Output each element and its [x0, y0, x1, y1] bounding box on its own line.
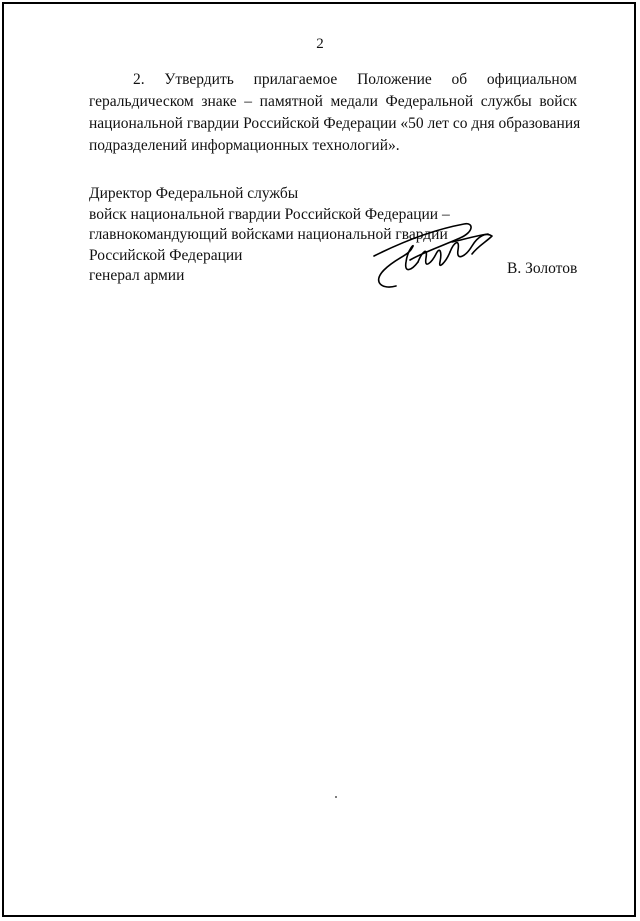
signer-name: В. Золотов [507, 260, 578, 277]
paragraph-line-4: подразделений информационных технологий». [89, 137, 400, 154]
page-number: 2 [316, 36, 324, 52]
signatory-rank: генерал армии [89, 267, 185, 284]
signatory-title-line-2: войск национальной гвардии Российской Федерации – [89, 205, 450, 223]
signatory-title-line-1: Директор Федеральной службы [89, 185, 299, 202]
paragraph-line-3: национальной гвардии Российской Федерации «50 лет со дня образования [89, 115, 581, 132]
paragraph-line-1: 2. Утвердить прилагаемое Положение об официальном [133, 71, 577, 88]
scan-speck [335, 796, 337, 798]
resolution-paragraph [89, 69, 581, 157]
signatory-title-line-4: Российской Федерации [89, 246, 243, 264]
paragraph-line-2: геральдическом знаке – памятной медали Федеральной службы войск [89, 93, 577, 110]
signatory-title-line-3: главнокомандующий войсками национальной гвардии [89, 226, 448, 243]
handwritten-signature [362, 212, 502, 294]
